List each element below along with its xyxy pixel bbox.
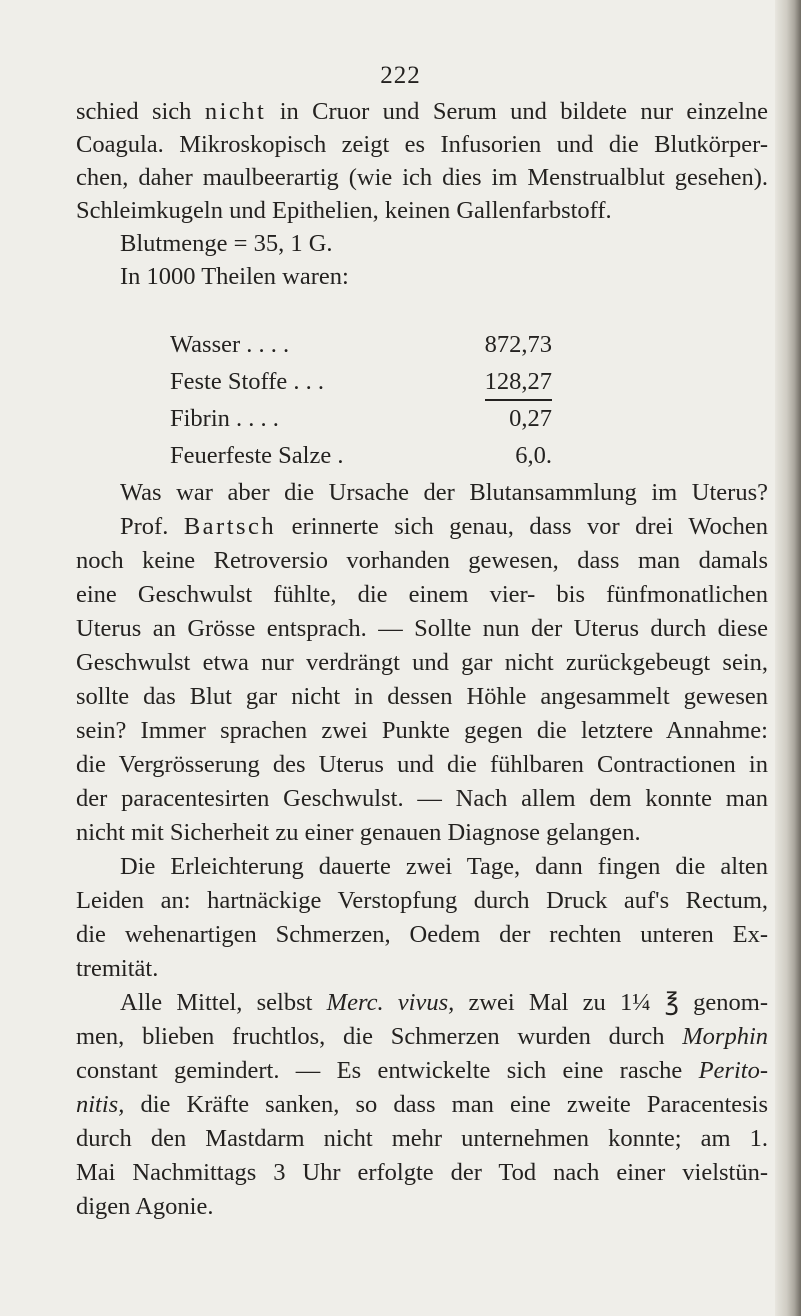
text-line: schied sich nicht in Cruor und Serum und bildete nur einzelne [76, 98, 768, 125]
composition-label: Fibrin . . . . [170, 404, 279, 432]
text-line: Prof. Bartsch erinnerte sich genau, dass vor drei Wochen [120, 513, 768, 540]
composition-table [170, 326, 552, 474]
composition-row [170, 400, 552, 437]
text-line: constant gemindert. — Es entwickelte sich eine rasche Perito- [76, 1057, 768, 1084]
text-line: nitis, die Kräfte sanken, so dass man eine zweite Paracentesis [76, 1091, 768, 1118]
composition-intro: In 1000 Theilen waren: [120, 263, 349, 290]
composition-value: 0,27 [509, 404, 552, 432]
text-line: sein? Immer sprachen zwei Punkte gegen die letztere Annahme: [76, 717, 768, 744]
composition-row [170, 326, 552, 363]
text-line: die Vergrösserung des Uterus und die fühlbaren Contractionen in [76, 751, 768, 778]
composition-label: Feuerfeste Salze . [170, 441, 344, 469]
text-line: Alle Mittel, selbst Merc. vivus, zwei Mal zu 1¼ ℥ genom- [120, 989, 768, 1016]
text-line: men, blieben fruchtlos, die Schmerzen wurden durch Morphin [76, 1023, 768, 1050]
text-line: Die Erleichterung dauerte zwei Tage, dann fingen die alten [120, 853, 768, 880]
blood-volume: Blutmenge = 35, 1 G. [120, 230, 333, 257]
page-edge-shadow [775, 0, 801, 1316]
composition-value: 128,27 [485, 368, 552, 401]
text-line: Leiden an: hartnäckige Verstopfung durch Druck auf's Rectum, [76, 887, 768, 914]
composition-value: 6,0. [515, 441, 552, 469]
text-line: Uterus an Grösse entsprach. — Sollte nun der Uterus durch diese [76, 615, 768, 642]
text-line: Was war aber die Ursache der Blutansammlung im Uterus? [120, 479, 768, 506]
text-line: Coagula. Mikroskopisch zeigt es Infusorien und die Blutkörper- [76, 131, 768, 158]
composition-row [170, 437, 552, 474]
text-line: Geschwulst etwa nur verdrängt und gar nicht zurückgebeugt sein, [76, 649, 768, 676]
composition-label: Wasser . . . . [170, 330, 290, 358]
text-line: eine Geschwulst fühlte, die einem vier- bis fünfmonatlichen [76, 581, 768, 608]
text-line: nicht mit Sicherheit zu einer genauen Diagnose gelangen. [76, 819, 641, 846]
text-line: Schleimkugeln und Epithelien, keinen Gallenfarbstoff. [76, 197, 612, 224]
text-line: digen Agonie. [76, 1193, 214, 1220]
text-line: sollte das Blut gar nicht in dessen Höhle angesammelt gewesen [76, 683, 768, 710]
text-line: durch den Mastdarm nicht mehr unternehmen konnte; am 1. [76, 1125, 768, 1152]
text-line: noch keine Retroversio vorhanden gewesen, dass man damals [76, 547, 768, 574]
text-line: chen, daher maulbeerartig (wie ich dies im Menstrualblut gesehen). [76, 164, 768, 191]
composition-row [170, 363, 552, 400]
text-line: tremität. [76, 955, 159, 982]
page-number: 222 [380, 62, 421, 89]
text-line: Mai Nachmittags 3 Uhr erfolgte der Tod nach einer vielstün- [76, 1159, 768, 1186]
text-line: die wehenartigen Schmerzen, Oedem der rechten unteren Ex- [76, 921, 768, 948]
text-line: der paracentesirten Geschwulst. — Nach allem dem konnte man [76, 785, 768, 812]
composition-label: Feste Stoffe . . . [170, 367, 325, 395]
composition-value: 872,73 [484, 330, 552, 358]
